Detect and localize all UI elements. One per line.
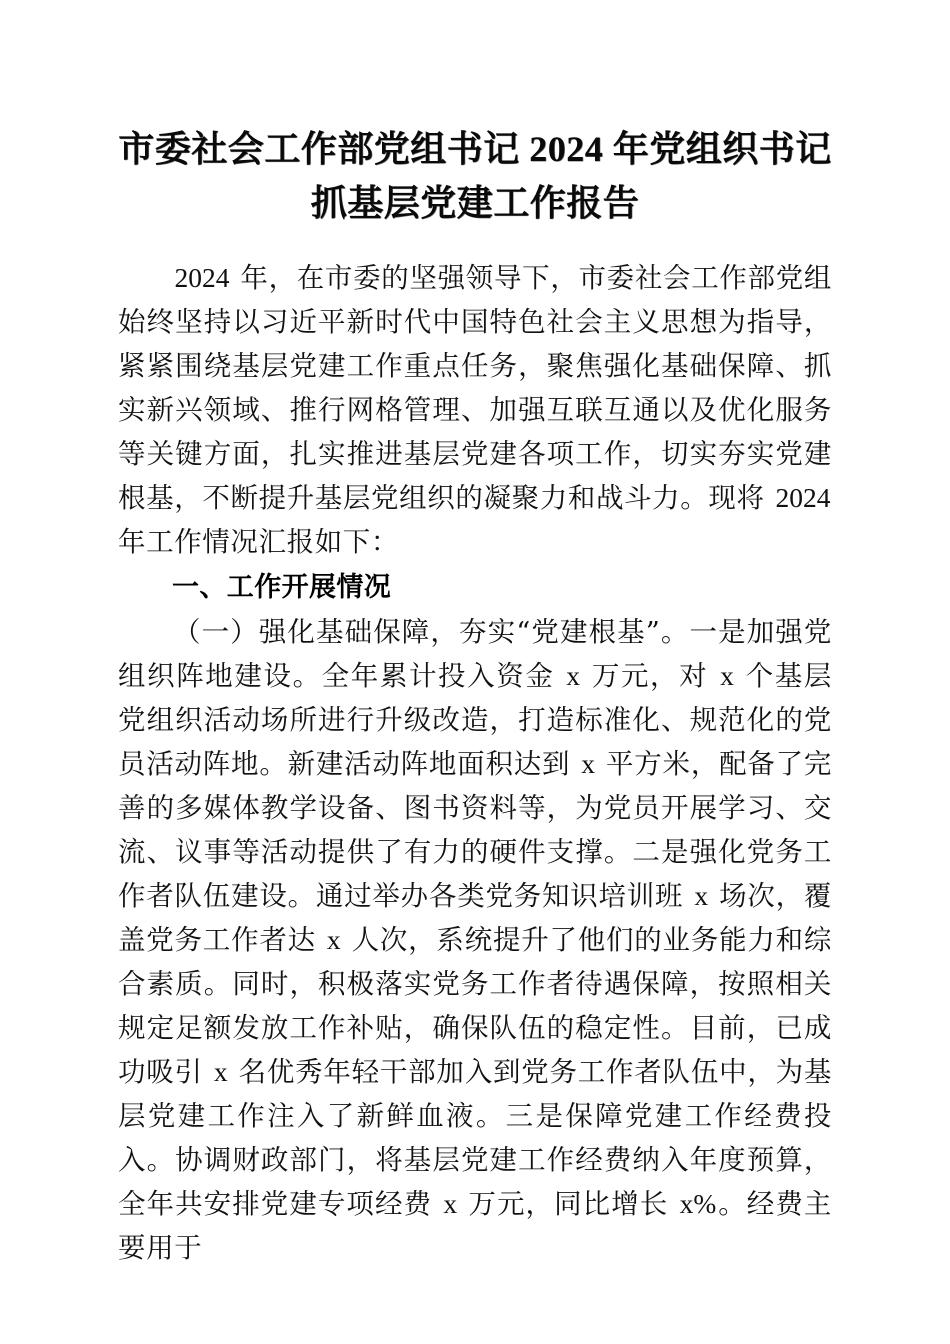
- latin-run: x: [566, 660, 581, 691]
- document-title-line-2: 抓基层党建工作报告: [310, 183, 640, 223]
- paragraph-intro: 2024 年，在市委的坚强领导下，市委社会工作部党组始终坚持以习近平新时代中国特色社会主义思想为指导，紧紧围绕基层党建工作重点任务，聚焦强化基础保障、抓实新兴领域、推行网格管理、加强互联互通以及优化服务等关键方面，扎实推进基层党建各项工作，切实夯实党建根基，不断提升基层党组织的凝聚力和战斗力。现将 2024 年工作情况汇报如下：: [118, 262, 832, 558]
- latin-run: x: [720, 660, 734, 691]
- section-heading-1: 一、工作开展情况: [172, 572, 392, 602]
- document-title-line-1: 市委社会工作部党组书记 2024 年党组织书记: [118, 129, 832, 169]
- latin-run: x: [581, 748, 596, 779]
- page-content: [118, 0, 832, 1270]
- latin-run: 2024: [174, 262, 230, 293]
- latin-run: 2024: [775, 482, 831, 513]
- latin-run: x: [326, 924, 341, 955]
- latin-run: x%: [679, 1188, 717, 1219]
- latin-run: x: [694, 880, 709, 911]
- latin-run: x: [213, 1056, 228, 1087]
- paragraph-section-1-1: （一）强化基础保障，夯实“党建根基”。一是加强党组织阵地建设。全年累计投入资金 x 万元，对 x 个基层党组织活动场所进行升级改造，打造标准化、规范化的党员活动阵地。新建活动阵地面积达到 x 平方米，配备了完善的多媒体教学设备、图书资料等，为党员开展学习、交流、议事等活动提供了有力的硬件支撑。二是强化党务工作者队伍建设。通过举办各类党务知识培训班 x 场次，覆盖党务工作者达 x 人次，系统提升了他们的业务能力和综合素质。同时，积极落实党务工作者待遇保障，按照相关规定足额发放工作补贴，确保队伍的稳定性。目前，已成功吸引 x 名优秀年轻干部加入到党务工作者队伍中，为基层党建工作注入了新鲜血液。三是保障党建工作经费投入。协调财政部门，将基层党建工作经费纳入年度预算，全年共安排党建专项经费 x 万元，同比增长 x%。经费主要用于: [118, 616, 832, 1264]
- document-title: [118, 0, 832, 230]
- latin-run: x: [443, 1188, 458, 1219]
- document-body: [118, 256, 832, 1270]
